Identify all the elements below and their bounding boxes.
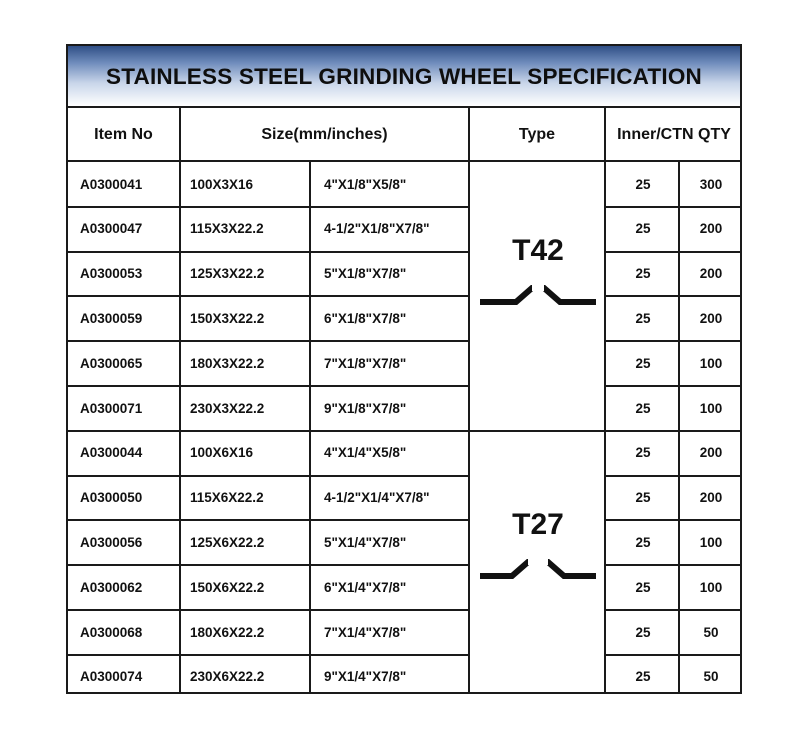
size-mm-cell: 180X6X22.2 — [190, 624, 265, 640]
title-bar — [68, 46, 740, 108]
size-mm-cell: 100X3X16 — [190, 176, 254, 192]
size-inch-cell: 7"X1/4"X7/8" — [324, 624, 407, 640]
size-inch-cell: 9"X1/4"X7/8" — [324, 669, 407, 685]
size-mm-cell: 150X6X22.2 — [190, 579, 265, 595]
size-inch-cell: 6"X1/8"X7/8" — [324, 310, 407, 326]
ctn-qty-cell: 200 — [699, 310, 723, 326]
size-mm-cell: 125X3X22.2 — [190, 266, 265, 282]
size-mm-cell: 100X6X16 — [190, 445, 254, 461]
inner-qty-cell: 25 — [635, 490, 651, 506]
item-no-cell: A0300050 — [80, 490, 143, 506]
item-no-cell: A0300074 — [80, 669, 143, 685]
ctn-qty-cell: 100 — [699, 534, 723, 550]
inner-qty-cell: 25 — [635, 310, 651, 326]
ctn-qty-cell: 200 — [699, 445, 723, 461]
type-label-t42: T42 — [512, 234, 564, 267]
ctn-qty-cell: 200 — [699, 221, 723, 237]
inner-qty-cell: 25 — [635, 355, 651, 371]
inner-qty-cell: 25 — [635, 445, 651, 461]
type-block-t27 — [470, 430, 606, 696]
size-inch-cell: 4-1/2"X1/8"X7/8" — [324, 221, 430, 237]
header-type: Type — [518, 126, 556, 143]
size-mm-cell: 115X3X22.2 — [190, 221, 264, 237]
ctn-qty-cell: 300 — [699, 176, 723, 192]
spec-table — [66, 44, 742, 694]
ctn-qty-cell: 100 — [699, 579, 723, 595]
size-inch-cell: 4"X1/4"X5/8" — [324, 445, 407, 461]
item-no-cell: A0300041 — [80, 176, 143, 192]
size-mm-cell: 230X3X22.2 — [190, 400, 265, 416]
size-inch-cell: 5"X1/4"X7/8" — [324, 534, 407, 550]
header-size: Size(mm/inches) — [261, 126, 388, 143]
inner-qty-cell: 25 — [635, 624, 651, 640]
size-inch-cell: 7"X1/8"X7/8" — [324, 355, 407, 371]
size-inch-cell: 4"X1/8"X5/8" — [324, 176, 407, 192]
size-mm-cell: 125X6X22.2 — [190, 534, 265, 550]
ctn-qty-cell: 50 — [703, 669, 719, 685]
depressed-center-wheel-profile-icon — [478, 552, 598, 592]
ctn-qty-cell: 200 — [699, 490, 723, 506]
item-no-cell: A0300056 — [80, 534, 143, 550]
type-label-t27: T27 — [512, 508, 564, 541]
size-mm-cell: 180X3X22.2 — [190, 355, 265, 371]
item-no-cell: A0300053 — [80, 266, 143, 282]
type-block-t42 — [470, 162, 606, 428]
inner-qty-cell: 25 — [635, 669, 651, 685]
item-no-cell: A0300047 — [80, 221, 143, 237]
header-item-no: Item No — [94, 126, 153, 143]
item-no-cell: A0300059 — [80, 310, 143, 326]
size-mm-cell: 115X6X22.2 — [190, 490, 264, 506]
inner-qty-cell: 25 — [635, 266, 651, 282]
inner-qty-cell: 25 — [635, 400, 651, 416]
item-no-cell: A0300071 — [80, 400, 143, 416]
ctn-qty-cell: 100 — [699, 355, 723, 371]
size-inch-cell: 6"X1/4"X7/8" — [324, 579, 407, 595]
size-inch-cell: 5"X1/8"X7/8" — [324, 266, 407, 282]
size-inch-cell: 9"X1/8"X7/8" — [324, 400, 407, 416]
inner-qty-cell: 25 — [635, 579, 651, 595]
size-inch-cell: 4-1/2"X1/4"X7/8" — [324, 490, 430, 506]
inner-qty-cell: 25 — [635, 534, 651, 550]
header-qty: Inner/CTN QTY — [617, 126, 731, 143]
item-no-cell: A0300068 — [80, 624, 143, 640]
item-no-cell: A0300062 — [80, 579, 143, 595]
item-no-cell: A0300065 — [80, 355, 143, 371]
depressed-center-wheel-profile-icon — [478, 282, 598, 322]
size-mm-cell: 230X6X22.2 — [190, 669, 265, 685]
ctn-qty-cell: 100 — [699, 400, 723, 416]
inner-qty-cell: 25 — [635, 176, 651, 192]
table-title: STAINLESS STEEL GRINDING WHEEL SPECIFICATION — [106, 64, 702, 89]
ctn-qty-cell: 50 — [703, 624, 719, 640]
size-mm-cell: 150X3X22.2 — [190, 310, 265, 326]
item-no-cell: A0300044 — [80, 445, 143, 461]
ctn-qty-cell: 200 — [699, 266, 723, 282]
inner-qty-cell: 25 — [635, 221, 651, 237]
